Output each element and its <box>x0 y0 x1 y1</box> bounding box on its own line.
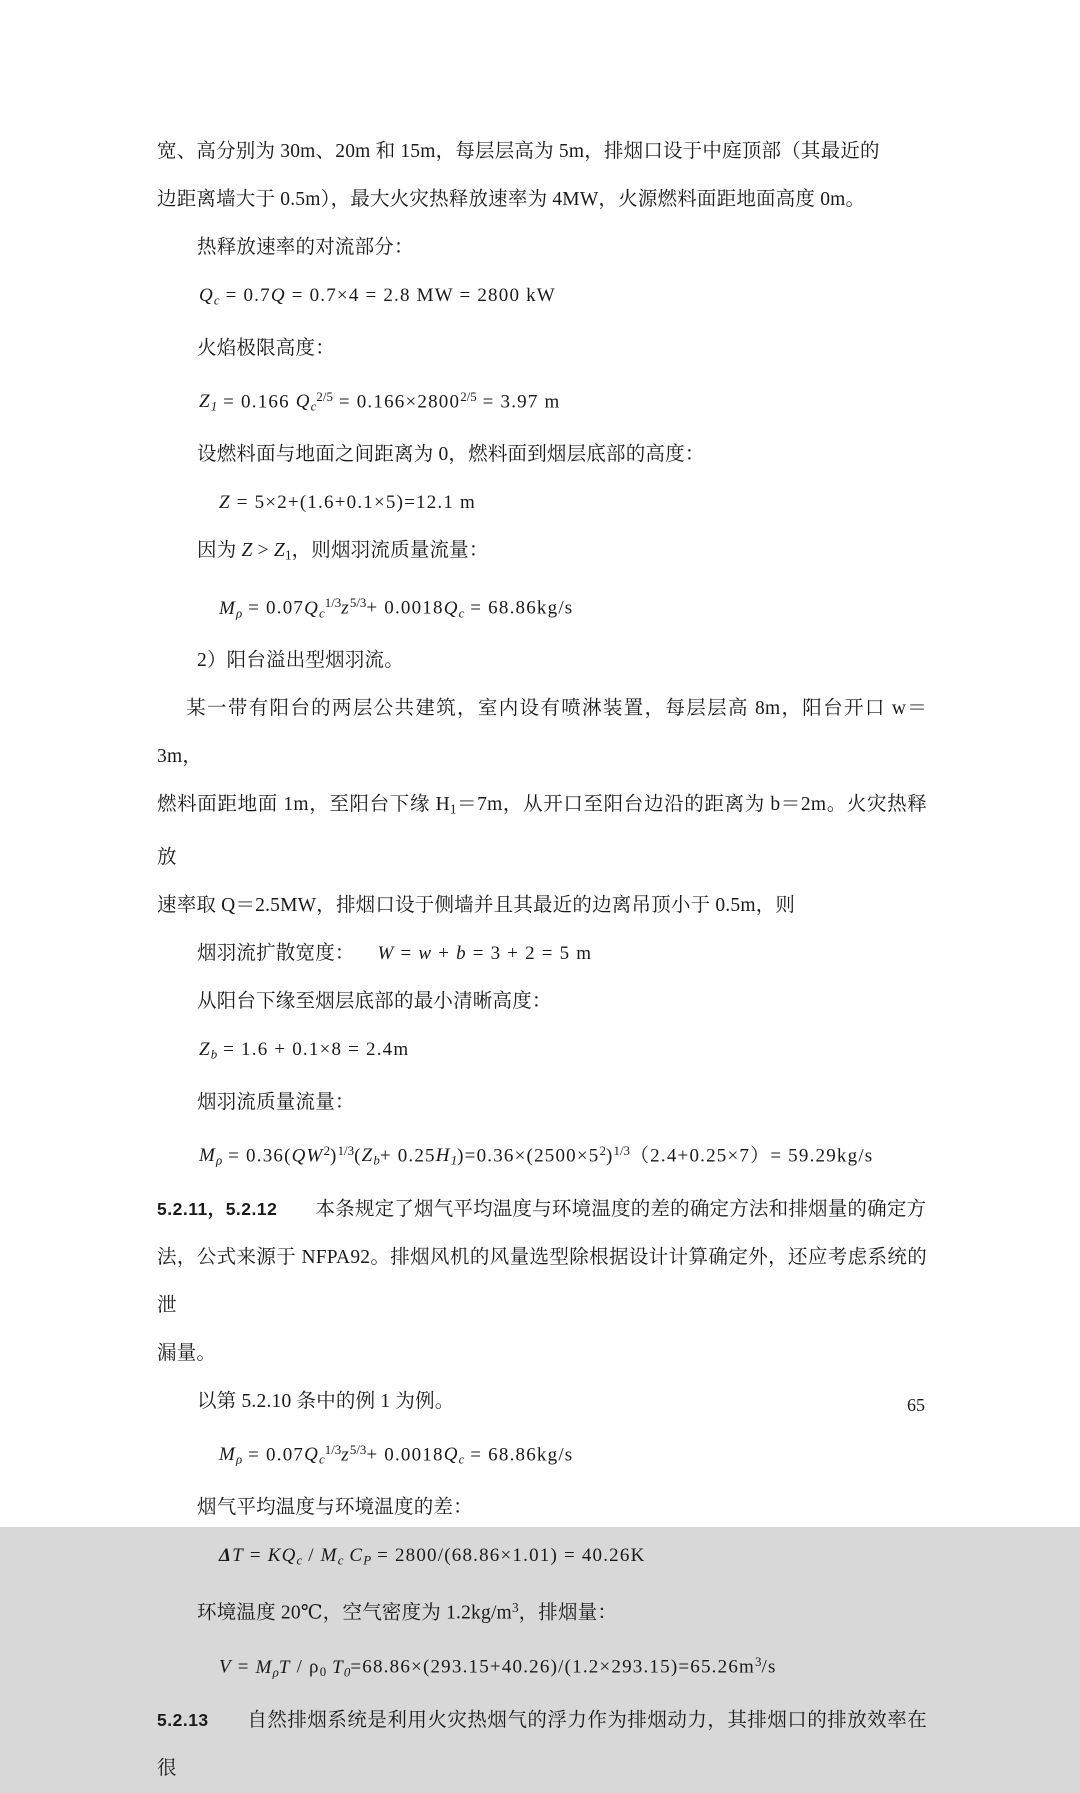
clause-5-2-11-5-2-12 <box>157 1185 927 1378</box>
formula-z1: $Z_1 = 0.166$ $Q_c^{2/5} = 0.166\times 2800^{2/5} = 3.97$ m <box>199 388 561 414</box>
paragraph-fuel-surface: 设燃料面与地面之间距离为 0，燃料面到烟层底部的高度： <box>197 443 705 465</box>
paragraph-flame-height-heading: 火焰极限高度： <box>197 337 335 359</box>
formula-qc: $Q_c = 0.7Q = 0.7\times 4 = 2.8$ MW = 2800 kW <box>199 285 556 308</box>
paragraph-clear-height: 从阳台下缘至烟层底部的最小清晰高度： <box>197 991 552 1013</box>
paragraph-condition: 因为 $Z > Z_1$，则烟羽流质量流量： <box>197 539 489 563</box>
formula-exhaust-volume: $V = M_\rho T / \rho_0$ $T_0=68.86\times(293.15+40.26)/(1.2\times 293.15)=65.26m^3/s$ <box>219 1654 777 1680</box>
paragraph-temp-difference-heading: 烟气平均温度与环境温度的差： <box>197 1496 473 1518</box>
paragraph-plume-width <box>157 930 927 978</box>
formula-mass-flow-balcony: $M_\rho = 0.36(QW^2)^{1/3}(Z_b+ 0.25H_1)=0.36\times(2500\times 5^2)^{1/3}(2.4+0.25\times 7)= 59.29kg/s$ <box>199 1142 874 1168</box>
clause-text-line: 自然排烟系统是利用火灾热烟气的浮力作为排烟动力，其排烟口的排放效率在很 <box>157 1710 927 1780</box>
clause-text-line: 漏量。 <box>157 1342 217 1364</box>
paragraph-ambient-temp: 环境温度 20℃，空气密度为 $1.2kg/m^3$，排烟量： <box>197 1600 618 1625</box>
paragraph-continuation <box>157 128 927 224</box>
paragraph-balcony-example <box>157 685 927 930</box>
paragraph-line: 宽、高分别为 30m、20m 和 15m，每层层高为 5m，排烟口设于中庭顶部（其最近的 <box>157 141 880 162</box>
clause-number: 5.2.11，5.2.12 <box>157 1198 278 1219</box>
page-content <box>157 128 927 1793</box>
paragraph-convective-heading: 热释放速率的对流部分： <box>197 237 414 258</box>
ambient-temp-suffix: ，排烟量： <box>518 1603 618 1625</box>
paragraph-example-reference: 以第 5.2.10 条中的例 1 为例。 <box>197 1390 455 1412</box>
paragraph-line: 燃料面距地面 1m，至阳台下缘 $H_1=7m$，从开口至阳台边沿的距离为 b＝2m。火灾热释放 <box>157 794 927 869</box>
clause-number: 5.2.13 <box>157 1710 209 1731</box>
formula-plume-width: W = w + b = 3 + 2 = 5 m <box>377 943 593 965</box>
formula-mass-flow-2: $M_\rho = 0.07Q_c^{1/3}z^{5/3}+ 0.0018Q_c = 68.86kg/s$ <box>219 1441 574 1467</box>
clause-5-2-13 <box>157 1696 927 1793</box>
formula-zb: $Z_b = 1.6 + 0.1\times 8 = 2.4m$ <box>199 1039 410 1062</box>
condition-prefix: 因为 <box>197 539 237 561</box>
clause-text-line: 本条规定了烟气平均温度与环境温度的差的确定方法和排烟量的确定方 <box>315 1198 927 1220</box>
paragraph-line: 某一带有阳台的两层公共建筑，室内设有喷淋装置，每层层高 8m，阳台开口 w＝3m， <box>157 698 927 768</box>
formula-z: Z = 5×2+(1.6+0.1×5)=12.1 m <box>219 491 477 513</box>
clause-text-line: 法，公式来源于 NFPA92。排烟风机的风量选型除根据设计计算确定外，还应考虑系统的泄 <box>157 1246 927 1316</box>
paragraph-line: 速率取 Q＝2.5MW，排烟口设于侧墙并且其最近的边离吊顶小于 0.5m，则 <box>157 895 796 917</box>
formula-delta-t: $\Delta T = KQ_c / M_c$ $C_P = 2800/(68.86\times 1.01) = 40.26K$ <box>219 1544 646 1568</box>
plume-width-label: 烟羽流扩散宽度： <box>197 943 355 965</box>
paragraph-line: 边距离墙大于 0.5m），最大火灾热释放速率为 4MW，火源燃料面距地面高度 0m。 <box>157 189 866 210</box>
page-number: 65 <box>907 1395 925 1415</box>
ambient-temp-prefix: 环境温度 20℃，空气密度为 1.2kg/m <box>197 1603 512 1625</box>
condition-suffix: ，则烟羽流质量流量： <box>291 539 489 561</box>
paragraph-plume-mass-flow-heading: 烟羽流质量流量： <box>197 1091 355 1113</box>
formula-mass-flow-1: $M_\rho = 0.07Q_c^{1/3}z^{5/3}+ 0.0018Q_c = 68.86kg/s$ <box>219 595 574 621</box>
paragraph-item-2: 2）阳台溢出型烟羽流。 <box>197 650 404 672</box>
